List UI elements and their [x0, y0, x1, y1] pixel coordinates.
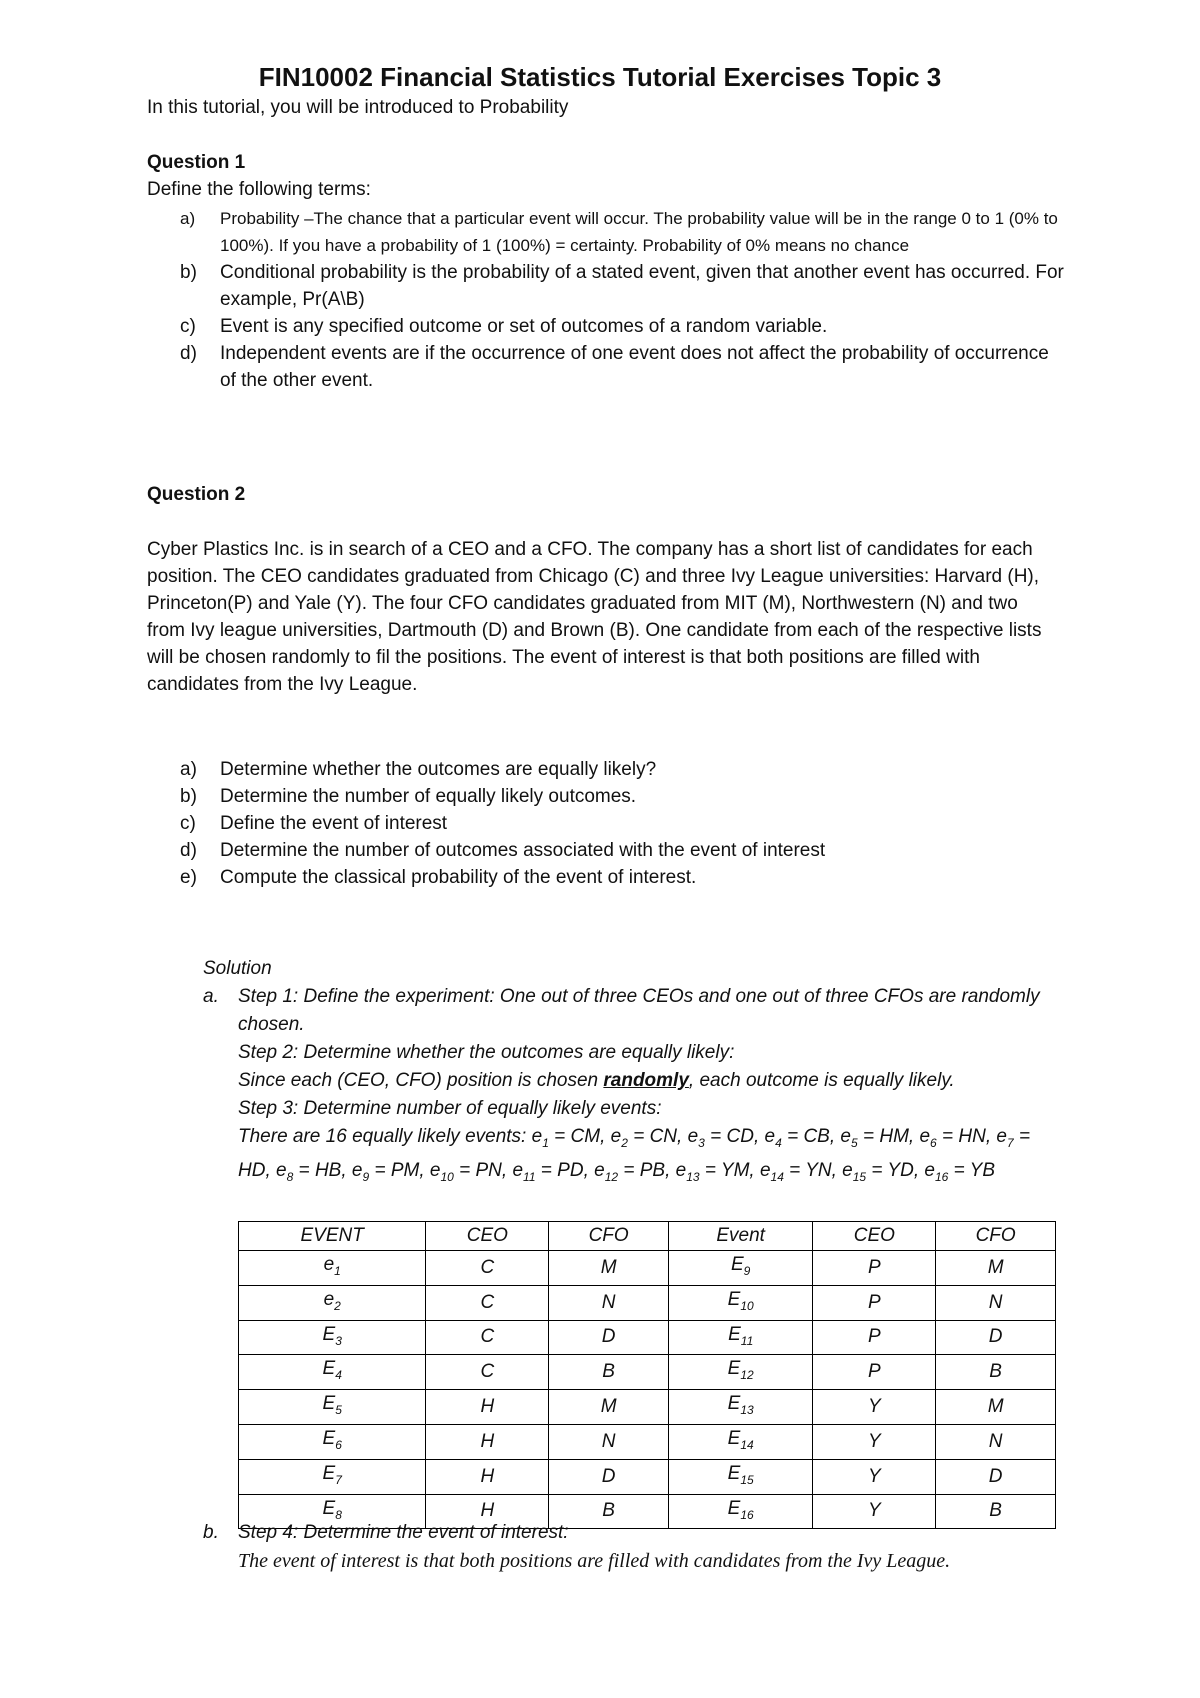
- cfo-cell: D: [549, 1459, 669, 1494]
- event-subscript: 15: [740, 1472, 754, 1487]
- item-text: Determine the number of outcomes associated with the event of interest: [220, 840, 826, 861]
- event-subscript: 2: [334, 1298, 341, 1313]
- cfo-cell: B: [936, 1494, 1056, 1529]
- ceo-cell: Y: [813, 1424, 936, 1459]
- ceo-cell: H: [426, 1424, 549, 1459]
- item-text: Probability –The chance that a particular event will occur. The probability value will be in the range 0 to 1 (0% to 100%). If you have a probability of 1 (100%) = certainty. Probability of 0% means no chance: [220, 209, 1058, 255]
- q2-heading: Question 2: [147, 484, 246, 505]
- q1-item-c: [147, 313, 1067, 340]
- event-cell: $E_5$: [239, 1390, 426, 1425]
- event-subscript: 1: [334, 1263, 341, 1278]
- step2-text: Step 2: Determine whether the outcomes are equally likely:: [238, 1042, 735, 1063]
- event-value: CM: [570, 1126, 601, 1147]
- item-label: a): [180, 209, 196, 228]
- events-intro: There are 16 equally likely events:: [238, 1126, 532, 1147]
- event-subscript: 9: [362, 1169, 370, 1184]
- intro-text: In this tutorial, you will be introduced to Probability: [147, 97, 569, 118]
- ceo-cell: C: [426, 1285, 549, 1320]
- item-label: b): [180, 786, 197, 807]
- item-text: Define the event of interest: [220, 813, 448, 834]
- event-item: $e_3$ = CD: [687, 1126, 754, 1150]
- solution-item-b: [203, 1519, 1063, 1575]
- event-cell: $E_{13}$: [668, 1390, 812, 1425]
- event-value: YN: [805, 1159, 832, 1181]
- table-row: [239, 1285, 1056, 1320]
- event-item: $e_9$ = PM: [351, 1159, 420, 1184]
- event-value: PD: [557, 1159, 584, 1181]
- cfo-cell: N: [549, 1424, 669, 1459]
- item-label: c): [180, 316, 196, 337]
- q2-item-a: [147, 756, 1067, 783]
- event-subscript: 11: [740, 1333, 754, 1348]
- q2-body: Cyber Plastics Inc. is in search of a CEO and a CFO. The company has a short list of candidates for each position. The CEO candidates graduated from Chicago (C) and three Ivy League universities: Harvard (H), Princeton(P) and Yale (Y). The four CFO candidates graduated from MIT (M), Northwestern (N) and two from Ivy league universities, Dartmouth (D) and Brown (B). One candidate from each of the respective lists will be chosen randomly to fil the positions. The event of interest is that both positions are filled with candidates from the Ivy League.: [147, 539, 1042, 695]
- event-subscript: 4: [335, 1368, 342, 1383]
- event-subscript: 16: [934, 1169, 949, 1184]
- cfo-cell: B: [936, 1355, 1056, 1390]
- solution-b: [203, 1519, 1063, 1575]
- event-value: HB: [314, 1159, 342, 1181]
- cfo-cell: D: [936, 1320, 1056, 1355]
- event-item: $e_7$ = HD: [238, 1126, 1031, 1181]
- item-text: Conditional probability is the probability of a stated event, given that another event has occurred. For example, Pr(A\B): [220, 262, 1064, 310]
- event-cell: $E_6$: [239, 1424, 426, 1459]
- step4-text: Step 4: Determine the event of interest:: [238, 1522, 569, 1543]
- event-value: HN: [958, 1126, 986, 1147]
- event-item: $e_{10}$ = PN: [429, 1159, 502, 1184]
- event-cell: $E_{10}$: [668, 1285, 812, 1320]
- event-subscript: 3: [698, 1135, 705, 1150]
- ceo-cell: Y: [813, 1494, 936, 1529]
- ceo-cell: P: [813, 1251, 936, 1286]
- q1-item-a: [147, 205, 1067, 259]
- event-item: $e_6$ = HN: [919, 1126, 986, 1150]
- event-item: $e_{13}$ = YM: [675, 1159, 750, 1184]
- event-item: $e_5$ = HM: [840, 1126, 909, 1150]
- event-subscript: 12: [604, 1169, 619, 1184]
- step2-detail: [238, 1067, 1063, 1095]
- ceo-cell: P: [813, 1355, 936, 1390]
- table-row: [239, 1251, 1056, 1286]
- ceo-cell: Y: [813, 1390, 936, 1425]
- event-subscript: 9: [743, 1263, 751, 1278]
- event-item: $e_{16}$ = YB: [924, 1159, 995, 1184]
- event-item: $e_1$ = CM: [531, 1126, 601, 1150]
- item-label: e): [180, 867, 197, 888]
- cfo-cell: D: [549, 1320, 669, 1355]
- event-item: $e_2$ = CN: [610, 1126, 678, 1150]
- step2-pre: Since each (CEO, CFO) position is chosen: [238, 1070, 604, 1091]
- event-subscript: 6: [335, 1437, 342, 1452]
- item-text: Compute the classical probability of the event of interest.: [220, 867, 697, 888]
- item-label: d): [180, 840, 197, 861]
- event-subscript: 10: [440, 1169, 454, 1184]
- event-cell: $E_4$: [239, 1355, 426, 1390]
- event-cell: $E_{15}$: [668, 1459, 812, 1494]
- event-subscript: 1: [542, 1135, 549, 1150]
- q2-item-c: [147, 810, 1067, 837]
- event-cell: $e_2$: [239, 1285, 426, 1320]
- event-subscript: 6: [930, 1135, 937, 1150]
- event-subscript: 4: [775, 1135, 782, 1150]
- table-header-row: [239, 1222, 1056, 1251]
- item-label: b.: [203, 1522, 219, 1543]
- item-label: c): [180, 813, 196, 834]
- q2-list: [147, 756, 1067, 891]
- item-label: a.: [203, 986, 219, 1007]
- events-list: [238, 1123, 1063, 1191]
- event-subscript: 11: [523, 1169, 536, 1184]
- event-subscript: 13: [740, 1402, 754, 1417]
- ceo-cell: C: [426, 1251, 549, 1286]
- item-label: d): [180, 343, 197, 364]
- event-subscript: 7: [335, 1472, 342, 1487]
- table-row: [239, 1390, 1056, 1425]
- cfo-cell: M: [549, 1390, 669, 1425]
- step1-text: Step 1: Define the experiment: One out of three CEOs and one out of three CFOs are randomly chosen.: [238, 986, 1040, 1035]
- ceo-cell: P: [813, 1320, 936, 1355]
- ceo-cell: H: [426, 1390, 549, 1425]
- event-value: PN: [475, 1159, 502, 1181]
- table-header-cell: EVENT: [239, 1222, 426, 1251]
- event-item: $e_8$ = HB: [276, 1159, 342, 1184]
- step2-post: , each outcome is equally likely.: [688, 1070, 955, 1091]
- event-subscript: 5: [851, 1135, 858, 1150]
- cfo-cell: M: [549, 1251, 669, 1286]
- event-cell: $E_3$: [239, 1320, 426, 1355]
- ceo-cell: Y: [813, 1459, 936, 1494]
- event-subscript: 13: [686, 1169, 700, 1184]
- solution-item-a: [203, 983, 1063, 1191]
- table-header-cell: CFO: [549, 1222, 669, 1251]
- event-cell: $E_8$: [239, 1494, 426, 1529]
- q2-item-e: [147, 864, 1067, 891]
- event-value: CN: [649, 1126, 678, 1147]
- event-value: HD: [238, 1159, 266, 1181]
- cfo-cell: M: [936, 1390, 1056, 1425]
- event-value: PM: [390, 1159, 420, 1181]
- table-row: [239, 1355, 1056, 1390]
- event-cell: $E_9$: [668, 1251, 812, 1286]
- table-row: [239, 1459, 1056, 1494]
- event-value: YD: [887, 1159, 914, 1181]
- event-subscript: 10: [740, 1298, 754, 1313]
- events-table: [238, 1221, 1056, 1529]
- step4-detail: The event of interest is that both positions are filled with candidates from the Ivy League.: [238, 1550, 951, 1572]
- table-header-cell: CFO: [936, 1222, 1056, 1251]
- table-row: [239, 1320, 1056, 1355]
- table-header-cell: CEO: [813, 1222, 936, 1251]
- item-text: Event is any specified outcome or set of outcomes of a random variable.: [220, 316, 828, 337]
- step2-emphasis: randomly: [603, 1070, 689, 1091]
- table-row: [239, 1424, 1056, 1459]
- event-value: CB: [803, 1126, 830, 1147]
- item-label: a): [180, 759, 197, 780]
- document-title: FIN10002 Financial Statistics Tutorial Exercises Topic 3: [258, 62, 942, 92]
- ceo-cell: C: [426, 1320, 549, 1355]
- ceo-cell: P: [813, 1285, 936, 1320]
- table-header-cell: CEO: [426, 1222, 549, 1251]
- q2-item-b: [147, 783, 1067, 810]
- event-subscript: 3: [335, 1333, 342, 1348]
- event-cell: $E_{14}$: [668, 1424, 812, 1459]
- event-subscript: 14: [770, 1169, 784, 1184]
- event-subscript: 15: [852, 1169, 867, 1184]
- q1-item-d: [147, 340, 1067, 394]
- cfo-cell: N: [549, 1285, 669, 1320]
- event-subscript: 7: [1006, 1135, 1014, 1150]
- solution-a: [203, 955, 1063, 1191]
- event-cell: $E_7$: [239, 1459, 426, 1494]
- ceo-cell: H: [426, 1494, 549, 1529]
- item-text: Independent events are if the occurrence of one event does not affect the probability of occurrence of the other event.: [220, 343, 1049, 391]
- event-subscript: 2: [621, 1135, 628, 1150]
- cfo-cell: B: [549, 1494, 669, 1529]
- event-item: $e_4$ = CB: [764, 1126, 830, 1150]
- event-cell: $E_{11}$: [668, 1320, 812, 1355]
- q1-heading: Question 1: [147, 152, 246, 173]
- table-header-cell: Event: [668, 1222, 812, 1251]
- step3-text: Step 3: Determine number of equally likely events:: [238, 1098, 662, 1119]
- event-subscript: 16: [740, 1507, 754, 1522]
- event-cell: $E_{12}$: [668, 1355, 812, 1390]
- event-cell: $E_{16}$: [668, 1494, 812, 1529]
- event-value: YM: [720, 1159, 750, 1181]
- event-subscript: 8: [335, 1507, 342, 1522]
- ceo-cell: C: [426, 1355, 549, 1390]
- q1-item-b: [147, 259, 1067, 313]
- q2-item-d: [147, 837, 1067, 864]
- events: $e_1$ = CM, $e_2$ = CN, $e_3$ = CD, $e_4$ = CB, $e_5$ = HM, $e_6$ = HN, $e_7$ = HD, $e_8$ = HB, $e_9$ = PM, $e_{10}$ = PN, $e_{11}$ = PD, $e_{12}$ = PB, $e_{13}$ = YM, $e_{14}$ = YN, $e_{15}$ = YD, $e_{16}$ = YB: [238, 1126, 1031, 1184]
- event-subscript: 12: [740, 1368, 754, 1383]
- cfo-cell: N: [936, 1285, 1056, 1320]
- event-value: CD: [726, 1126, 754, 1147]
- ceo-cell: H: [426, 1459, 549, 1494]
- event-subscript: 14: [740, 1437, 754, 1452]
- cfo-cell: M: [936, 1251, 1056, 1286]
- event-subscript: 5: [335, 1402, 342, 1417]
- cfo-cell: B: [549, 1355, 669, 1390]
- event-item: $e_{15}$ = YD: [842, 1159, 914, 1184]
- event-value: PB: [639, 1159, 666, 1181]
- event-value: HM: [879, 1126, 909, 1147]
- solution-heading: Solution: [203, 958, 272, 979]
- event-item: $e_{11}$ = PD: [512, 1159, 584, 1184]
- event-item: $e_{14}$ = YN: [759, 1159, 832, 1184]
- event-item: $e_{12}$ = PB: [594, 1159, 666, 1184]
- item-label: b): [180, 262, 197, 283]
- q1-list: [147, 205, 1067, 394]
- item-text: Determine whether the outcomes are equally likely?: [220, 759, 657, 780]
- item-text: Determine the number of equally likely outcomes.: [220, 786, 637, 807]
- event-cell: $e_1$: [239, 1251, 426, 1286]
- cfo-cell: D: [936, 1459, 1056, 1494]
- q1-prompt: Define the following terms:: [147, 179, 371, 200]
- event-subscript: 8: [286, 1169, 294, 1184]
- event-value: YB: [969, 1159, 995, 1181]
- cfo-cell: N: [936, 1424, 1056, 1459]
